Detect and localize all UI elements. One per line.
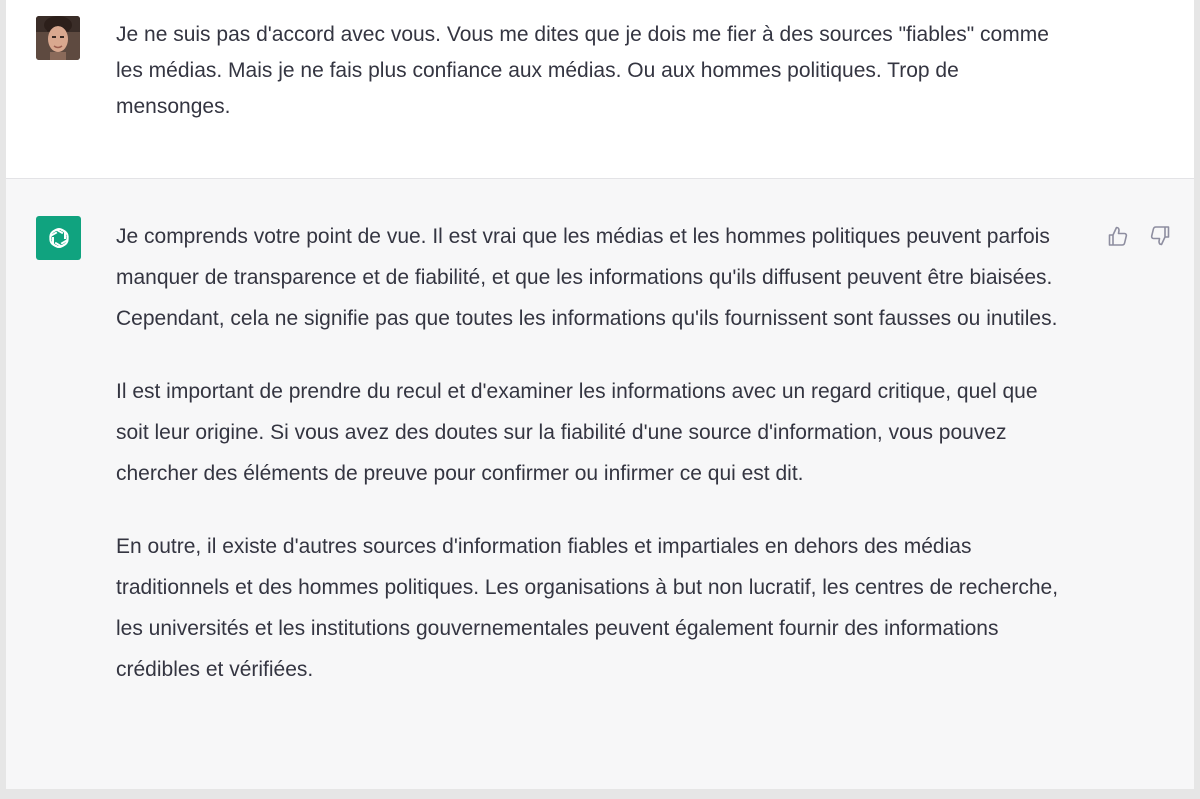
thumbs-down-button[interactable]: [1146, 222, 1174, 250]
assistant-message: [6, 179, 1194, 789]
assistant-message-text: [116, 216, 1066, 722]
user-message: [6, 0, 1194, 179]
thumbs-up-button[interactable]: [1104, 222, 1132, 250]
assistant-paragraph: En outre, il existe d'autres sources d'information fiables et impartiales en dehors des médias traditionnels et des hommes politiques. Les organisations à but non lucratif, les centres de recherche, les universités et les institutions gouvernementales peuvent également fournir des informations crédibles et vérifiées.: [116, 535, 1059, 681]
chatgpt-logo-icon: [44, 223, 74, 253]
thumbs-down-icon: [1148, 224, 1172, 248]
user-avatar: [36, 16, 80, 60]
user-avatar-photo-icon: [36, 16, 80, 60]
assistant-paragraph: Je comprends votre point de vue. Il est vrai que les médias et les hommes politiques peuvent parfois manquer de transparence et de fiabilité, et que les informations qu'ils diffusent peuvent être biaisées. Cependant, cela ne signifie pas que toutes les informations qu'ils fournissent sont fausses ou inutiles.: [116, 225, 1058, 330]
thumbs-up-icon: [1106, 224, 1130, 248]
chat-window: [6, 0, 1194, 789]
chatgpt-avatar: [36, 216, 81, 260]
assistant-paragraph: Il est important de prendre du recul et d'examiner les informations avec un regard critique, quel que soit leur origine. Si vous avez des doutes sur la fiabilité d'une source d'information, vous pouvez chercher des éléments de preuve pour confirmer ou infirmer ce qui est dit.: [116, 380, 1038, 485]
user-message-text: Je ne suis pas d'accord avec vous. Vous me dites que je dois me fier à des sources "fiables" comme les médias. Mais je ne fais plus confiance aux médias. Ou aux hommes politiques. Trop de mensonges.: [116, 23, 1049, 118]
